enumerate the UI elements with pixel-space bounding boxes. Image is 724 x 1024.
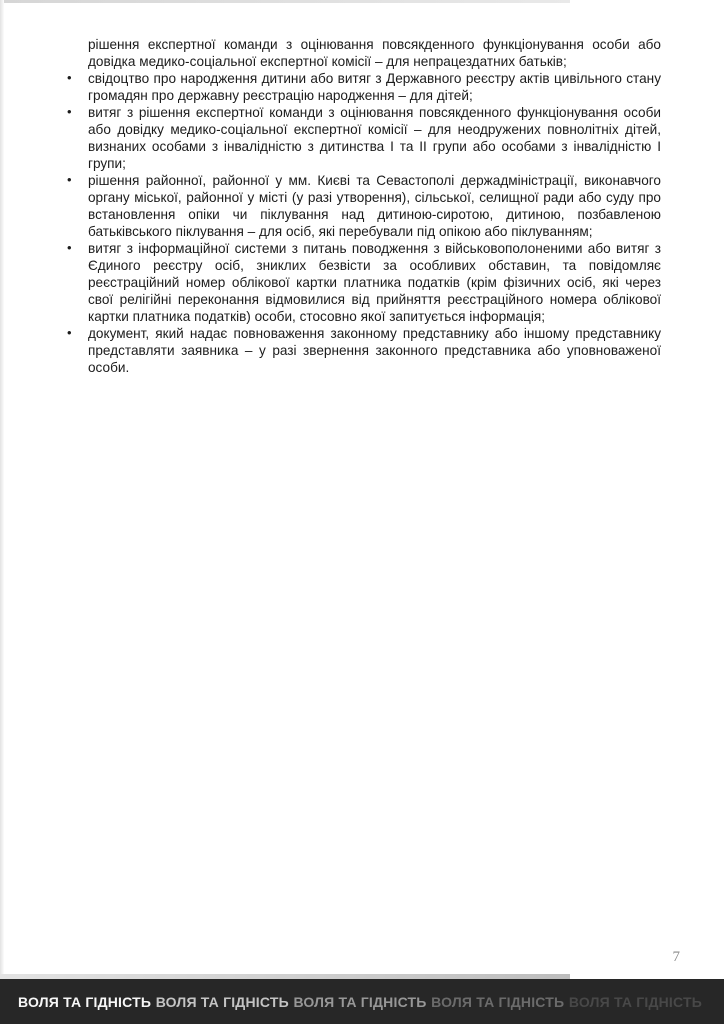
footer-brand-text-5: ВОЛЯ ТА ГІДНІСТЬ [568, 993, 702, 1010]
footer-brand-text-1: ВОЛЯ ТА ГІДНІСТЬ [18, 993, 152, 1010]
list-item-text: документ, який надає повноваження законному представнику або іншому представнику представляти заявника – у разі звернення законного представника або уповноваженої особи. [88, 326, 661, 375]
footer-brand-text-2: ВОЛЯ ТА ГІДНІСТЬ [155, 993, 289, 1010]
document-body [67, 36, 661, 376]
list-item [67, 70, 661, 104]
bullet-icon: • [67, 172, 72, 187]
page-number: 7 [672, 949, 680, 965]
scan-edge-left [0, 0, 4, 979]
list-item [67, 104, 661, 172]
bullet-icon: • [67, 104, 72, 119]
bullet-icon: • [67, 240, 72, 255]
list-item [67, 325, 661, 376]
paragraph-continuation: рішення експертної команди з оцінювання повсякденного функціонування особи або довідка медико-соціальної експертної комісії – для непрацездатних батьків; [88, 37, 661, 69]
footer-brand-bar [0, 979, 724, 1024]
footer-brand-text-3: ВОЛЯ ТА ГІДНІСТЬ [293, 993, 427, 1010]
list-item-text: свідоцтво про народження дитини або витяг з Державного реєстру актів цивільного стану громадян про державну реєстрацію народження – для дітей; [88, 71, 661, 103]
list-item-text: рішення районної, районної у мм. Києві та Севастополі держадміністрації, виконавчого органу міської, районної у місті (у разі утворення), сільської, селищної ради або суду про встановлення опіки чи піклування над дитиною-сиротою, дитиною, позбавленою батьківського піклування – для осіб, які перебували під опікою або піклуванням; [88, 173, 661, 239]
bullet-icon: • [67, 70, 72, 85]
list-item [67, 240, 661, 325]
list-item [67, 172, 661, 240]
footer-brand-text-4: ВОЛЯ ТА ГІДНІСТЬ [431, 993, 565, 1010]
list-item-text: витяг з рішення експертної команди з оцінювання повсякденного функціонування особи або довідку медико-соціальної експертної комісії – для неодружених повнолітніх дітей, визнаних особами з інвалідністю з дитинства І та ІІ групи або особами з інвалідністю І групи; [88, 105, 661, 171]
list-item-text: витяг з інформаційної системи з питань поводження з військовополоненими або витяг з Єдиного реєстру осіб, зниклих безвісти за особливих обставин, та повідомляє реєстраційний номер облікової картки платника податків (крім фізичних осіб, які через свої релігійні переконання відмовилися від прийняття реєстраційного номера облікової картки платника податків) особи, стосовно якої запитується інформація; [88, 241, 661, 324]
bullet-icon: • [67, 325, 72, 340]
scan-edge-top [0, 0, 570, 3]
